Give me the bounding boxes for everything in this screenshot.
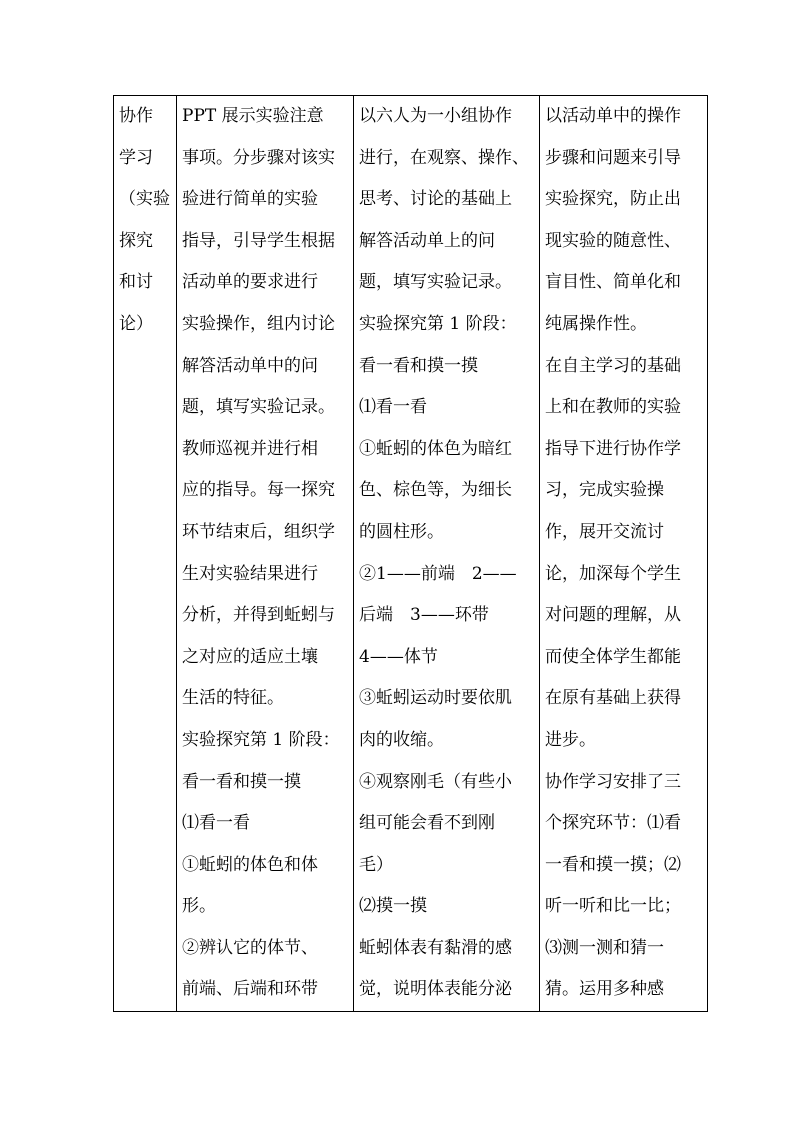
text-line: 探究 (119, 230, 153, 251)
text-line: 解答活动单上的问 (359, 230, 495, 251)
text-line: 论，加深每个学生 (545, 563, 681, 584)
text-line: 实验探究第 1 阶段： (359, 313, 517, 334)
text-line: ①蚯蚓的体色和体 (182, 854, 318, 875)
text-line: 协作学习安排了三 (545, 771, 681, 792)
text-line: 实验探究，防止出 (545, 189, 681, 210)
text-line: ⑴看一看 (359, 397, 427, 418)
student-activity-cell (354, 96, 540, 1012)
design-intent-cell (540, 96, 708, 1012)
text-line: 和讨 (119, 272, 153, 293)
text-line: 上和在教师的实验 (545, 397, 681, 418)
text-line: 听一听和比一比； (545, 896, 681, 917)
text-line: 生活的特征。 (182, 688, 284, 709)
text-line: 实验探究第 1 阶段： (182, 729, 340, 750)
text-line: 4——体节 (359, 646, 438, 667)
text-line: 盲目性、简单化和 (545, 272, 681, 293)
text-line: 蚯蚓体表有黏滑的感 (359, 937, 512, 958)
text-line: 肉的收缩。 (359, 729, 444, 750)
text-line: 实验操作，组内讨论 (182, 313, 335, 334)
text-line: 题，填写实验记录。 (359, 272, 512, 293)
text-line: 猜。运用多种感 (545, 979, 664, 1000)
text-line: ⑵摸一摸 (359, 896, 427, 917)
text-line: 解答活动单中的问 (182, 355, 318, 376)
text-line: 形。 (182, 896, 216, 917)
text-line: 应的指导。每一探究 (182, 480, 335, 501)
text-line: 后端 3——环带 (359, 605, 489, 626)
text-line: ②1——前端 2—— (359, 563, 517, 584)
text-line: 个探究环节：⑴看 (545, 813, 681, 834)
text-line: 纯属操作性。 (545, 313, 647, 334)
text-line: （实验 (119, 189, 170, 210)
text-line: ③蚯蚓运动时要依肌 (359, 688, 512, 709)
text-line: 分析，并得到蚯蚓与 (182, 605, 335, 626)
teacher-activity-cell (177, 96, 354, 1012)
text-line: 学习 (119, 147, 153, 168)
text-line: 看一看和摸一摸 (182, 771, 301, 792)
text-line: 以活动单中的操作 (545, 106, 681, 126)
stage-text (119, 96, 176, 346)
text-line: 步骤和问题来引导 (545, 147, 681, 168)
teacher-activity-text (182, 96, 353, 1011)
design-intent-text (545, 96, 707, 1011)
text-line: ①蚯蚓的体色为暗红 (359, 438, 512, 459)
text-line: 作，展开交流讨 (545, 521, 664, 542)
text-line: ④观察刚毛（有些小 (359, 771, 512, 792)
text-line: 的圆柱形。 (359, 521, 444, 542)
text-line: 色、棕色等，为细长 (359, 480, 512, 501)
text-line: 环节结束后，组织学 (182, 521, 335, 542)
text-line: ⑴看一看 (182, 813, 250, 834)
stage-cell (114, 96, 177, 1012)
text-line: 毛） (359, 854, 393, 875)
text-line: 生对实验结果进行 (182, 563, 318, 584)
text-line: 前端、后端和环带 (182, 979, 318, 1000)
text-line: 题，填写实验记录。 (182, 397, 335, 418)
text-line: 指导，引导学生根据 (182, 230, 335, 251)
student-activity-text (359, 96, 539, 1011)
text-line: 而使全体学生都能 (545, 646, 681, 667)
text-line: 以六人为一小组协作 (359, 106, 512, 126)
text-line: 在自主学习的基础 (545, 355, 681, 376)
text-line: 觉，说明体表能分泌 (359, 979, 512, 1000)
text-line: 教师巡视并进行相 (182, 438, 318, 459)
text-line: 协作 (119, 106, 153, 126)
text-line: 在原有基础上获得 (545, 688, 681, 709)
text-line: ②辨认它的体节、 (182, 937, 318, 958)
text-line: 进步。 (545, 729, 596, 750)
text-line: 一看和摸一摸；⑵ (545, 854, 681, 875)
text-line: 现实验的随意性、 (545, 230, 681, 251)
lesson-plan-table (113, 95, 708, 1012)
text-line: 验进行简单的实验 (182, 189, 318, 210)
text-line: 事项。分步骤对该实 (182, 147, 335, 168)
text-line: 思考、讨论的基础上 (359, 189, 512, 210)
text-line: 看一看和摸一摸 (359, 355, 478, 376)
text-line: 指导下进行协作学 (545, 438, 681, 459)
text-line: 对问题的理解，从 (545, 605, 681, 626)
text-line: 论） (119, 313, 153, 334)
text-line: 活动单的要求进行 (182, 272, 318, 293)
text-line: 之对应的适应土壤 (182, 646, 318, 667)
text-line: 习，完成实验操 (545, 480, 664, 501)
text-line: ⑶测一测和猜一 (545, 937, 664, 958)
text-line: 组可能会看不到刚 (359, 813, 495, 834)
text-line: 进行，在观察、操作、 (359, 147, 529, 168)
table-row (114, 96, 708, 1012)
text-line: PPT 展示实验注意 (182, 106, 324, 126)
